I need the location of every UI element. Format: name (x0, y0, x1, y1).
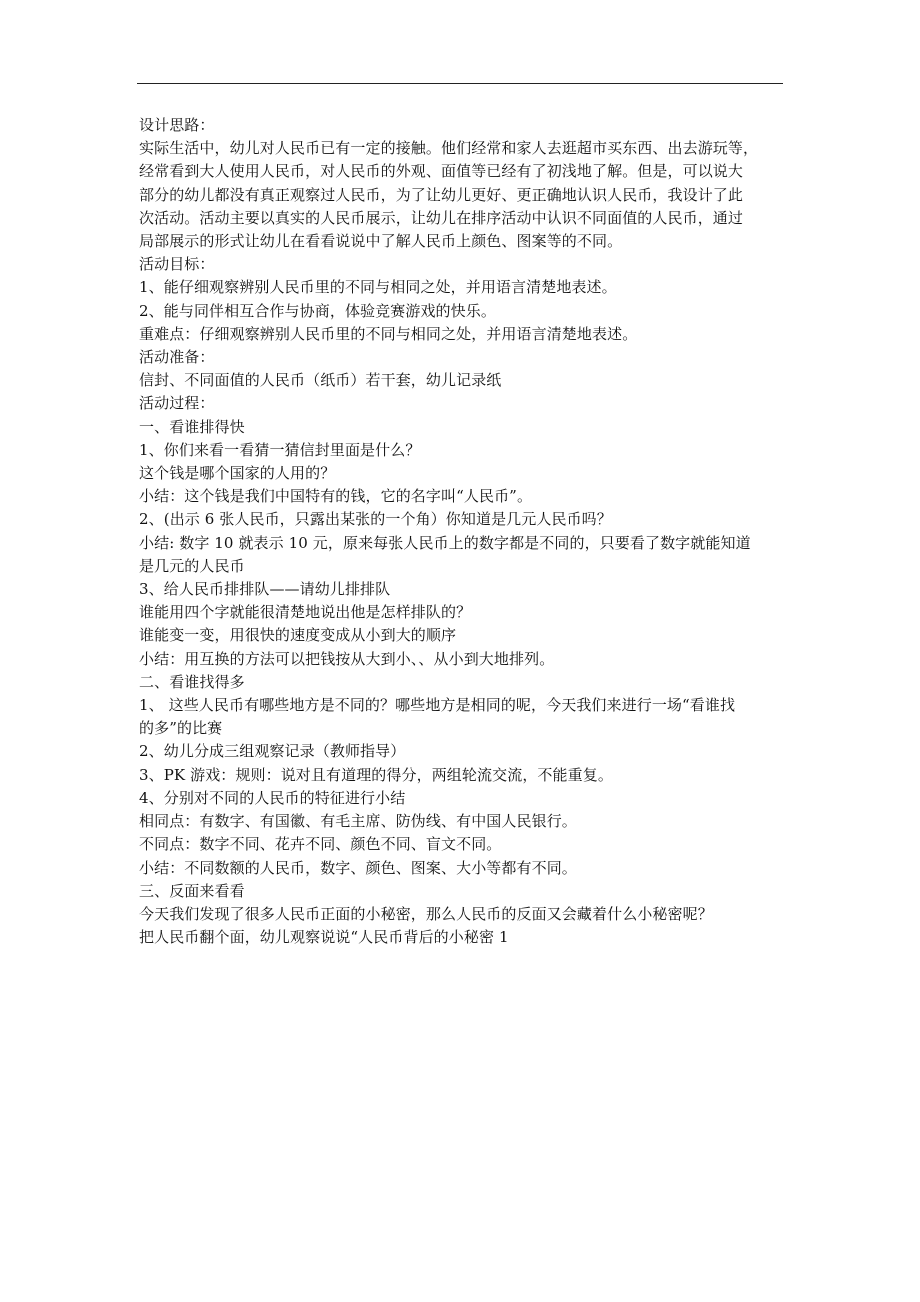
document-body (139, 114, 785, 949)
text-line: 把人民币翻个面，幼儿观察说说“人民币背后的小秘密 1 (139, 928, 509, 947)
text-line: 不同点：数字不同、花卉不同、颜色不同、盲文不同。 (139, 835, 502, 854)
text-line: 2、(出示 6 张人民币，只露出某张的一个角）你知道是几元人民币吗？ (139, 510, 612, 529)
text-line: 实际生活中，幼儿对人民币已有一定的接触。他们经常和家人去逛超市买东西、出去游玩等， (139, 139, 759, 158)
text-line: 活动目标： (139, 255, 215, 274)
text-line: 部分的幼儿都没有真正观察过人民币，为了让幼儿更好、更正确地认识人民币，我设计了此 (139, 185, 744, 204)
header-rule (137, 83, 783, 84)
text-line: 的多”的比赛 (139, 719, 223, 738)
text-line: 一、看谁排得快 (139, 417, 245, 436)
text-line: 重难点：仔细观察辨别人民币里的不同与相同之处，并用语言清楚地表述。 (139, 324, 638, 343)
text-line: 3、PK 游戏：规则：说对且有道理的得分，两组轮流交流，不能重复。 (139, 765, 613, 784)
text-line: 活动过程： (139, 394, 215, 413)
text-line: 这个钱是哪个国家的人用的？ (139, 464, 336, 483)
text-line: 今天我们发现了很多人民币正面的小秘密，那么人民币的反面又会藏着什么小秘密呢？ (139, 904, 713, 923)
text-line: 3、给人民币排排队——请幼儿排排队 (139, 580, 391, 599)
text-line: 相同点：有数字、有国徽、有毛主席、防伪线、有中国人民银行。 (139, 812, 577, 831)
text-line: 局部展示的形式让幼儿在看看说说中了解人民币上颜色、图案等的不同。 (139, 232, 623, 251)
text-line: 活动准备： (139, 348, 215, 367)
text-line: 小结：这个钱是我们中国特有的钱，它的名字叫“人民币”。 (139, 487, 533, 506)
text-line: 2、幼儿分成三组观察记录（教师指导） (139, 742, 406, 761)
text-line: 三、反面来看看 (139, 881, 245, 900)
text-line: 1、你们来看一看猜一猜信封里面是什么？ (139, 440, 421, 459)
text-line: 1、 这些人民币有哪些地方是不同的？哪些地方是相同的呢，今天我们来进行一场“看谁找 (139, 696, 736, 715)
text-line: 4、分别对不同的人民币的特征进行小结 (139, 788, 406, 807)
text-line: 经常看到大人使用人民币，对人民币的外观、面值等已经有了初浅地了解。但是，可以说大 (139, 162, 744, 181)
text-line: 谁能变一变，用很快的速度变成从小到大的顺序 (139, 626, 457, 645)
text-line: 小结: 数字 10 就表示 10 元，原来每张人民币上的数字都是不同的，只要看了数字就能知道 (139, 533, 751, 552)
text-line: 信封、不同面值的人民币（纸币）若干套，幼儿记录纸 (139, 371, 502, 390)
text-line: 谁能用四个字就能很清楚地说出他是怎样排队的？ (139, 603, 472, 622)
text-line: 次活动。活动主要以真实的人民币展示，让幼儿在排序活动中认识不同面值的人民币，通过 (139, 208, 744, 227)
text-line: 二、看谁找得多 (139, 672, 245, 691)
text-line: 设计思路： (139, 116, 215, 134)
text-line: 小结：用互换的方法可以把钱按从大到小、、从小到大地排列。 (139, 649, 555, 668)
text-line: 是几元的人民币 (139, 556, 245, 575)
text-line: 1、能仔细观察辨别人民币里的不同与相同之处，并用语言清楚地表述。 (139, 278, 617, 297)
text-line: 小结：不同数额的人民币，数字、颜色、图案、大小等都有不同。 (139, 858, 577, 877)
text-line: 2、能与同伴相互合作与协商，体验竞赛游戏的快乐。 (139, 301, 496, 320)
